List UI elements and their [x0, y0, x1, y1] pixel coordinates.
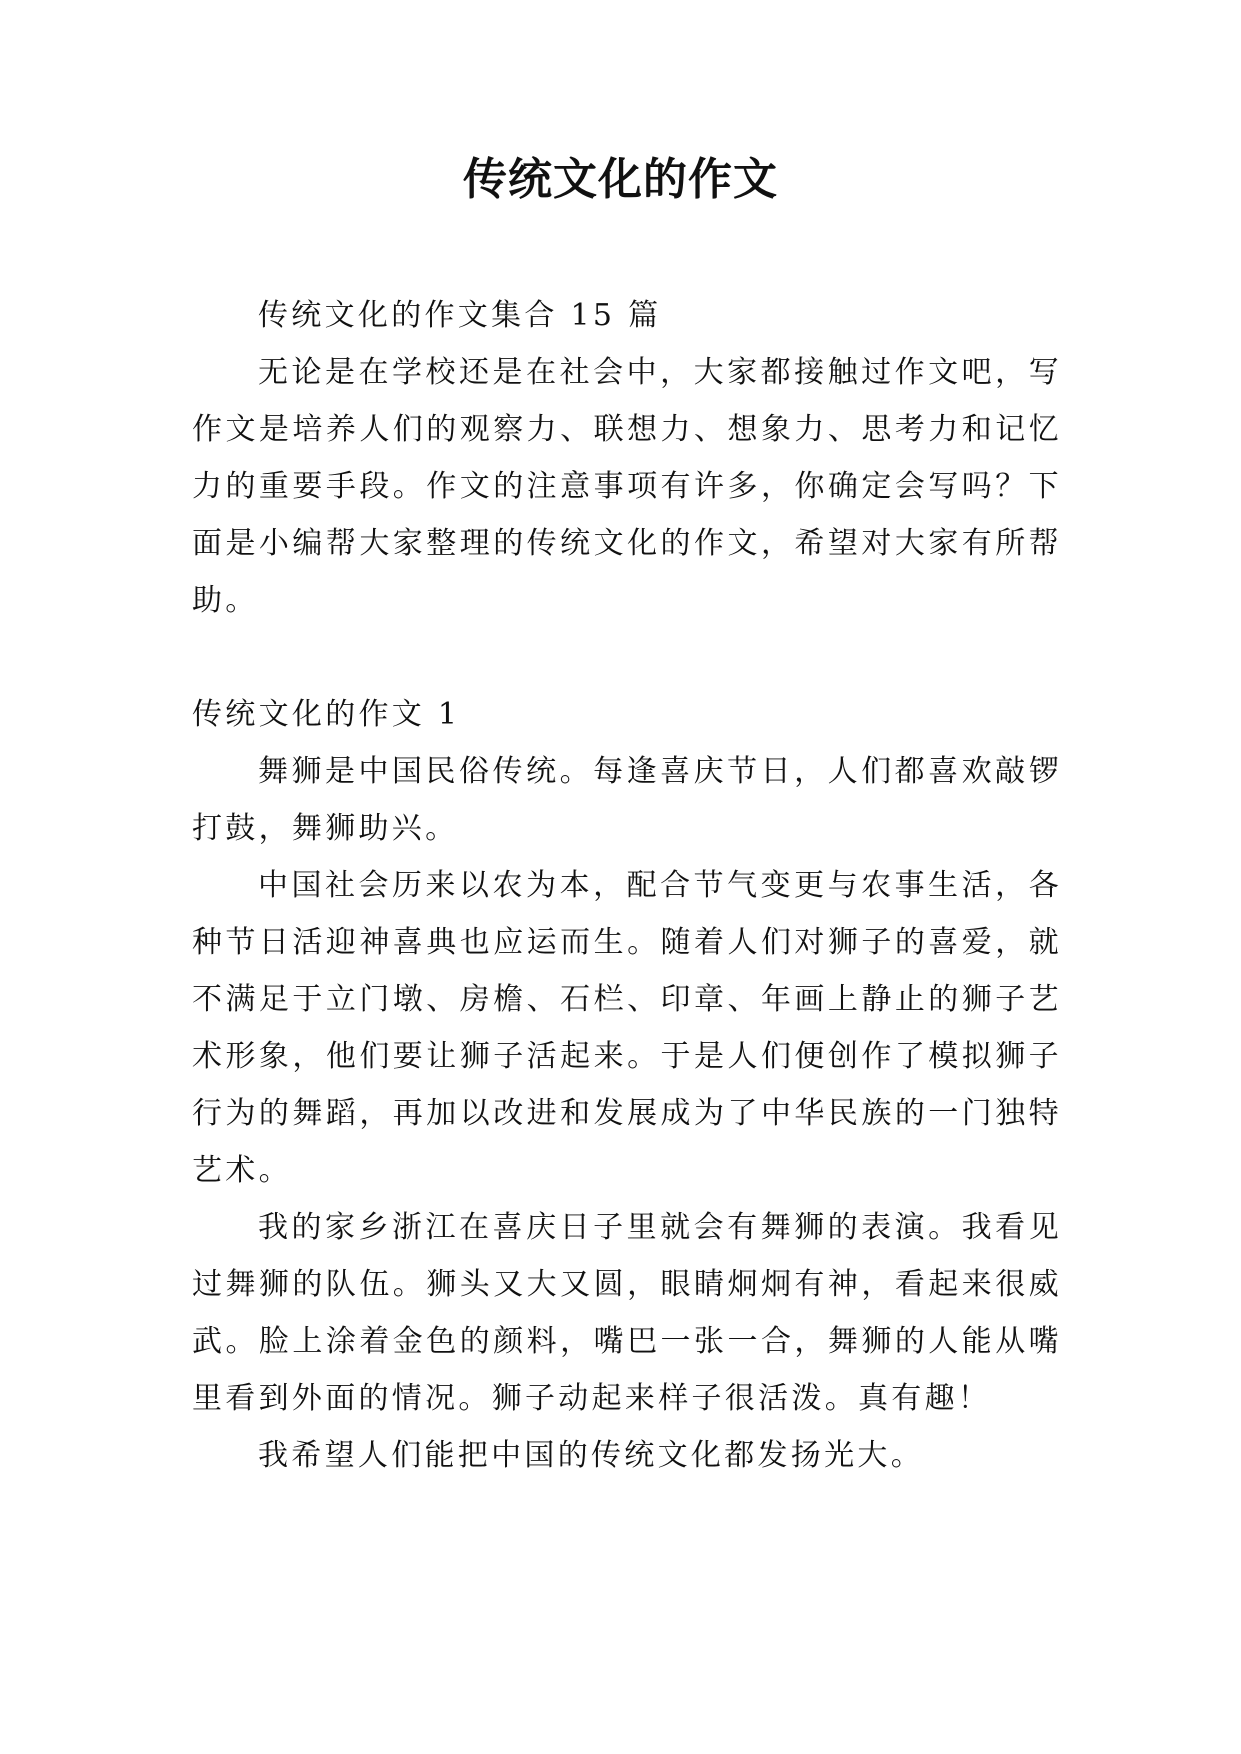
- essay-paragraph: 中国社会历来以农为本，配合节气变更与农事生活，各种节日活迎神喜典也应运而生。随着人们对狮子的喜爱，就不满足于立门墩、房檐、石栏、印章、年画上静止的狮子艺术形象，他们要让狮子活起来。于是人们便创作了模拟狮子行为的舞蹈，再加以改进和发展成为了中华民族的一门独特艺术。: [192, 868, 1062, 1188]
- document-body: [192, 287, 1062, 1484]
- document-subtitle: 传统文化的作文集合 15 篇: [258, 298, 662, 333]
- essay-paragraph: 我的家乡浙江在喜庆日子里就会有舞狮的表演。我看见过舞狮的队伍。狮头又大又圆，眼睛炯炯有神，看起来很威武。脸上涂着金色的颜料，嘴巴一张一合，舞狮的人能从嘴里看到外面的情况。狮子动起来样子很活泼。真有趣！: [192, 1210, 1062, 1416]
- essay-paragraph: 舞狮是中国民俗传统。每逢喜庆节日，人们都喜欢敲锣打鼓，舞狮助兴。: [192, 754, 1062, 846]
- document-title: 传统文化的作文: [463, 154, 778, 205]
- intro-paragraph: 无论是在学校还是在社会中，大家都接触过作文吧，写作文是培养人们的观察力、联想力、想象力、思考力和记忆力的重要手段。作文的注意事项有许多，你确定会写吗？下面是小编帮大家整理的传统文化的作文，希望对大家有所帮助。: [192, 355, 1062, 618]
- essay-heading: 传统文化的作文 1: [192, 697, 461, 732]
- essay-paragraph: 我希望人们能把中国的传统文化都发扬光大。: [258, 1438, 924, 1473]
